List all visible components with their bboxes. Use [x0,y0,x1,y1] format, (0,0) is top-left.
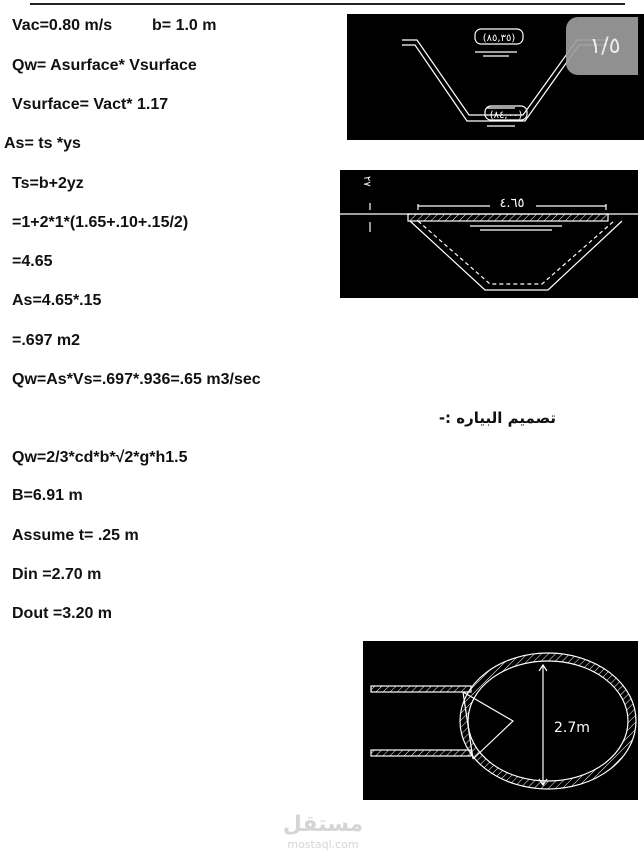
qw-formula: Qw=2/3*cd*b*√2*g*h1.5 [12,449,188,466]
b-value: B=6.91 m [12,487,83,504]
cross-section-drawing [340,170,638,298]
wet-well-plan-figure [363,641,638,800]
watermark-site: mostaql.com [287,838,359,851]
vsurface-line: Vsurface= Vact* 1.17 [12,96,169,113]
watermark-brand: مستقل [282,812,364,837]
diameter-label: 2.7m [554,720,590,736]
top-rule [30,3,625,5]
as-definition: As= ts *ys [4,135,81,152]
qw-definition: Qw= Asurface* Vsurface [12,57,197,74]
watermark-logo [278,812,368,852]
ts-definition: Ts=b+2yz [12,175,84,192]
dout-value: Dout =3.20 m [12,605,113,622]
din-value: Din =2.70 m [12,566,102,583]
wet-well-drawing [363,641,638,800]
as-value: =.697 m2 [12,332,81,349]
side-dim-label: ٢٧ [361,176,372,187]
assume-t: Assume t= .25 m [12,527,139,544]
b-line: b= 1.0 m [152,17,217,34]
ts-value: =4.65 [12,253,53,270]
section-heading: تصميم البياره :- [438,409,556,427]
as-calculation: As=4.65*.15 [12,292,102,309]
channel-cross-section-figure [340,170,638,298]
vac-line: Vac=0.80 m/s [12,17,113,34]
qw-calculation: Qw=As*Vs=.697*.936=.65 m3/sec [12,371,261,388]
ts-calculation: =1+2*1*(1.65+.10+.15/2) [12,214,189,231]
top-width-label: ٤.٦٥ [499,196,525,211]
page-number-badge: ١/٥ [566,17,644,75]
right-edge-strip-top [638,14,644,140]
level-top-label: (٨٥,٣٥) [482,33,516,44]
level-bottom-label: (٨٤,٠٠) [489,110,523,121]
